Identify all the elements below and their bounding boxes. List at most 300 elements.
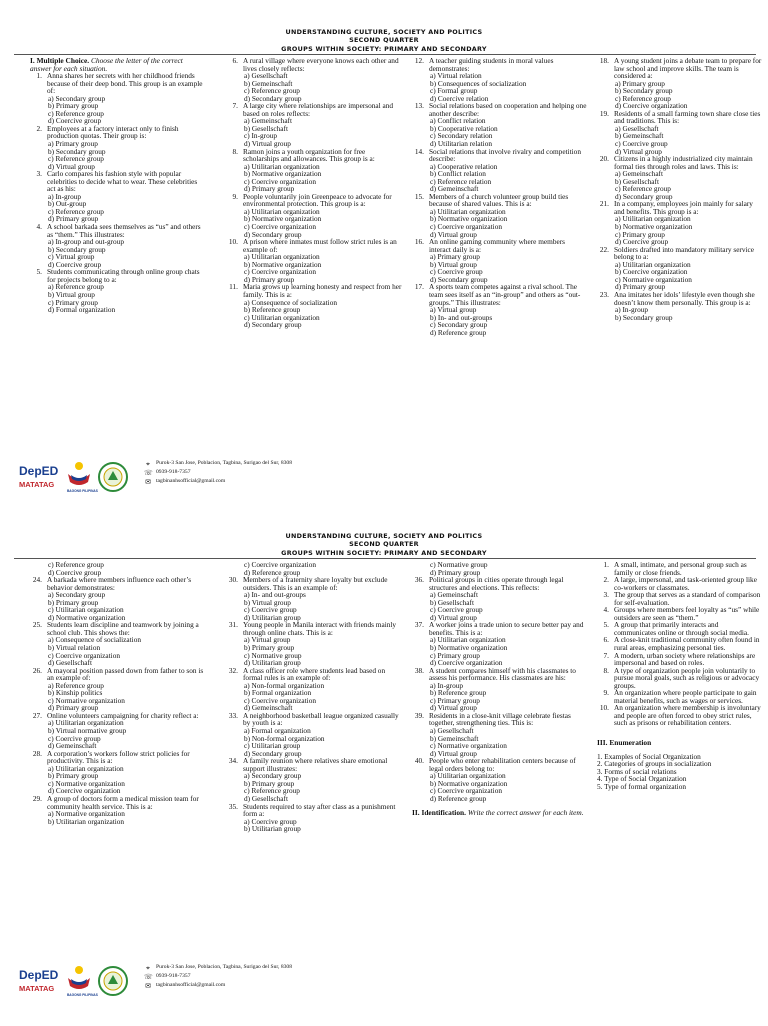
question-number: 13. xyxy=(414,101,424,111)
answer-option: b) Non-formal organization xyxy=(244,733,325,743)
question-item xyxy=(226,57,402,72)
question-item xyxy=(412,667,588,682)
bagong-pilipinas-logo xyxy=(66,460,98,494)
question-item xyxy=(597,606,762,621)
answer-option: d) Primary group xyxy=(244,184,295,194)
answer-option: d) Secondary group xyxy=(244,748,302,758)
answer-option: b) Consequences of socialization xyxy=(430,78,527,88)
question-item xyxy=(226,712,402,727)
question-number: 26. xyxy=(32,665,42,675)
answer-option: b) Reference group xyxy=(430,688,487,698)
question-item xyxy=(226,757,402,772)
question-item xyxy=(30,621,206,636)
answer-option: d) Secondary group xyxy=(244,93,302,103)
column-1 xyxy=(30,57,206,314)
question-item xyxy=(597,57,762,80)
question-text: Young people in Manila interact with friends mainly through online chats. This is a: xyxy=(243,620,397,637)
question-number: 8. xyxy=(232,146,238,156)
question-item xyxy=(412,193,588,208)
answer-option: a) Utilitarian organization xyxy=(615,214,691,224)
answer-option: a) Utilitarian organization xyxy=(615,259,691,269)
answer-option: b) Virtual group xyxy=(244,597,291,607)
answer-option: d) Utilitarian group xyxy=(244,658,301,668)
question-text: A class officer role where students lead based on formal rules is an example of: xyxy=(243,665,386,683)
answer-option: d) Coercive group xyxy=(615,237,669,247)
question-number: 18. xyxy=(599,56,609,65)
answer-option: a) Secondary group xyxy=(48,590,106,600)
answer-option: b) Reference group xyxy=(244,305,301,315)
answer-option: c) Normative group xyxy=(244,650,302,660)
school-seal-logo xyxy=(98,462,128,492)
answer-option: c) Primary group xyxy=(430,650,480,660)
answer-option: c) Virtual group xyxy=(48,252,95,262)
answer-option: a) Primary group xyxy=(430,252,480,262)
question-item xyxy=(30,170,206,193)
answer-option: d) Gesellschaft xyxy=(48,658,92,668)
bagong-pilipinas-logo xyxy=(66,964,98,998)
question-number: 28. xyxy=(32,748,42,758)
answer-option: d) Coercive organization xyxy=(48,786,121,796)
answer-option: b) Virtual relation xyxy=(48,643,101,653)
answer-option: b) Coercive organization xyxy=(615,267,688,277)
answer-option: c) Coercive organization xyxy=(48,650,120,660)
answer-option: c) Reference group xyxy=(48,108,104,118)
answer-option: a) Formal organization xyxy=(244,726,311,736)
question-item xyxy=(412,712,588,727)
answer-option: b) Gesellschaft xyxy=(430,597,474,607)
question-text: Students required to stay after class as a punishment form a: xyxy=(243,801,396,819)
answer-option: c) Normative organization xyxy=(48,778,125,788)
answer-option: d) Coercive relation xyxy=(430,93,489,103)
column-4 xyxy=(597,561,762,790)
location-icon: ⌖ xyxy=(146,460,150,468)
answer-option: c) Utilitarian group xyxy=(244,741,301,751)
question-item xyxy=(597,200,762,215)
question-number: 25. xyxy=(32,620,42,630)
email-icon: ✉ xyxy=(145,982,151,990)
answer-option: b) Normative organization xyxy=(244,259,322,269)
question-item xyxy=(412,576,588,591)
question-item xyxy=(226,283,402,298)
question-number: 39. xyxy=(414,710,424,720)
question-text: A modern, urban society where relationships are impersonal and based on roles. xyxy=(614,650,756,668)
question-item xyxy=(597,155,762,170)
question-text: An organization where membership is involuntary and people are often forced to obey strict rules, such as prisons or rehabilitation centers. xyxy=(614,703,761,728)
question-number: 6. xyxy=(232,56,238,65)
answer-option: b) Primary group xyxy=(48,101,99,111)
answer-option: c) Coercive organization xyxy=(244,267,316,277)
answer-option: c) Coercive organization xyxy=(430,786,502,796)
answer-option: c) Coercive organization xyxy=(244,560,316,569)
answer-option: a) Coercive group xyxy=(244,816,297,826)
header-rule xyxy=(14,54,756,55)
question-item xyxy=(30,223,206,238)
question-text: People voluntarily join Greenpeace to advocate for environmental protection. This group is a: xyxy=(243,191,392,209)
question-text: A type of organization people join voluntarily to pursue moral goals, such as religious or advocacy groups. xyxy=(614,665,760,690)
question-item xyxy=(30,576,206,591)
question-number: 14. xyxy=(414,146,424,156)
question-item xyxy=(412,102,588,117)
section-3-heading xyxy=(597,739,762,747)
question-text: An organization where people participate to gain material benefits, such as wages or services. xyxy=(614,688,757,705)
question-text: Employees at a factory interact only to finish production quotas. Their group is: xyxy=(47,123,179,141)
answer-option: c) Coercive group xyxy=(430,267,483,277)
page-2 xyxy=(0,526,768,1026)
question-text: A student compares himself with his classmates to assess his performance. His classmates are his: xyxy=(429,665,576,683)
answer-option: d) Gesellschaft xyxy=(244,793,288,803)
answer-option: d) Normative organization xyxy=(48,612,126,622)
answer-option: c) Coercive organization xyxy=(244,176,316,186)
header-topic: GROUPS WITHIN SOCIETY: PRIMARY AND SECONDARY xyxy=(281,44,487,53)
answer-option: d) Coercive group xyxy=(48,567,102,577)
header-title: UNDERSTANDING CULTURE, SOCIETY AND POLITICS xyxy=(285,28,483,36)
answer-option: d) Gemeinschaft xyxy=(244,703,293,713)
answer-option: c) Coercive group xyxy=(48,733,101,743)
question-number: 23. xyxy=(599,289,609,299)
answer-option: d) Primary group xyxy=(48,703,99,713)
question-item xyxy=(30,72,206,95)
question-text: Members of a fraternity share loyalty but exclude outsiders. This is an example of: xyxy=(243,575,388,592)
answer-option: d) Virtual group xyxy=(430,229,477,239)
question-text: Ana imitates her idols’ lifestyle even though she doesn’t know them personally. This group is a: xyxy=(614,289,755,307)
svg-text:BAGONG PILIPINAS: BAGONG PILIPINAS xyxy=(67,489,98,493)
answer-option: a) Primary group xyxy=(615,78,665,88)
question-item xyxy=(597,246,762,261)
question-text: Citizens in a highly industrialized city maintain formal ties through roles and laws. This is: xyxy=(614,154,753,171)
answer-option: d) Secondary group xyxy=(244,320,302,330)
answer-option: c) Coercive group xyxy=(244,605,297,615)
answer-option: d) Reference group xyxy=(430,793,487,803)
question-text: A large, impersonal, and task-oriented group like co-workers or classmates. xyxy=(614,575,757,592)
question-item xyxy=(412,148,588,163)
answer-option: a) In-group xyxy=(48,191,82,201)
answer-option: a) Utilitarian organization xyxy=(430,635,506,645)
question-number: 2. xyxy=(36,123,42,133)
question-number: 10. xyxy=(599,703,609,713)
answer-option: d) Coercive organization xyxy=(615,101,688,111)
answer-option: c) Coercive organization xyxy=(244,695,316,705)
header-topic: GROUPS WITHIN SOCIETY: PRIMARY AND SECONDARY xyxy=(281,548,487,557)
question-item xyxy=(226,667,402,682)
question-text: In a company, employees join mainly for salary and benefits. This group is a: xyxy=(614,199,753,216)
footer-phone: 0939-918-7357 xyxy=(156,469,191,475)
answer-option: a) Utilitarian organization xyxy=(48,763,124,773)
question-number: 29. xyxy=(32,793,42,803)
answer-option: c) Normative organization xyxy=(615,274,692,284)
answer-option: c) Formal group xyxy=(430,86,478,96)
section-2-heading xyxy=(412,809,588,817)
question-text: A small, intimate, and personal group such as family or close friends. xyxy=(614,560,747,577)
deped-logo xyxy=(18,962,59,1000)
question-number: 24. xyxy=(32,575,42,585)
question-number: 20. xyxy=(599,154,609,164)
footer-address: Purok-3 San Jose, Poblacion, Tagbina, Surigao del Sur, 8308 xyxy=(156,964,293,970)
question-text: A barkada where members influence each other’s behavior demonstrates: xyxy=(47,575,192,592)
question-text: The group that serves as a standard of comparison for self-evaluation. xyxy=(614,590,761,607)
question-text: A worker joins a trade union to secure better pay and benefits. This is a: xyxy=(429,620,584,637)
answer-option: b) Secondary group xyxy=(48,146,106,156)
footer-email: tagbinanhsofficial@gmail.com xyxy=(156,982,226,988)
enumeration-item: 5. Type of formal organization xyxy=(597,781,686,791)
question-text: Residents of a small farming town share close ties and traditions. This is: xyxy=(614,108,761,126)
answer-option: a) In-group and out-group xyxy=(48,237,124,247)
answer-option: c) Reference group xyxy=(48,560,104,569)
answer-option: c) Reference group xyxy=(48,206,104,216)
location-icon: ⌖ xyxy=(146,964,150,972)
question-number: 27. xyxy=(32,710,42,720)
answer-option: c) Reference group xyxy=(615,184,671,194)
question-number: 9. xyxy=(232,191,238,201)
answer-option: b) Primary group xyxy=(48,597,99,607)
footer-address: Purok-3 San Jose, Poblacion, Tagbina, Surigao del Sur, 8308 xyxy=(156,460,293,466)
answer-option: c) Reference group xyxy=(615,93,671,103)
answer-option: a) Reference group xyxy=(48,282,104,292)
question-number: 2. xyxy=(603,575,609,585)
answer-option: c) Secondary relation xyxy=(430,131,493,141)
question-text: A rural village where everyone knows each other and lives closely reflects: xyxy=(243,56,399,73)
question-number: 38. xyxy=(414,665,424,675)
answer-option: b) Virtual group xyxy=(48,289,95,299)
question-text: Groups where members feel loyalty as “us” while outsiders are seen as “them.” xyxy=(614,605,760,622)
answer-option: d) Secondary group xyxy=(615,191,673,201)
deped-logo xyxy=(18,458,59,496)
question-item xyxy=(30,268,206,283)
answer-option: a) Cooperative relation xyxy=(430,161,498,171)
question-item xyxy=(412,757,588,772)
question-number: 19. xyxy=(599,108,609,118)
answer-option: c) Primary group xyxy=(48,297,98,307)
question-number: 6. xyxy=(603,635,609,645)
answer-option: b) Primary group xyxy=(48,771,99,781)
question-text: A close-knit traditional community often found in rural areas, emphasizing personal ties. xyxy=(614,635,760,653)
answer-option: d) Virtual group xyxy=(430,703,477,713)
answer-option: b) Cooperative relation xyxy=(430,123,498,133)
section-1-instructions: Choose the letter of the correct answer for each situation. xyxy=(30,56,183,73)
question-number: 1. xyxy=(603,560,609,569)
svg-text:BAGONG PILIPINAS: BAGONG PILIPINAS xyxy=(67,993,98,997)
question-item xyxy=(597,110,762,125)
question-number: 9. xyxy=(603,688,609,698)
header-quarter: SECOND QUARTER xyxy=(349,540,419,549)
svg-text:DepED: DepED xyxy=(19,464,59,478)
column-4 xyxy=(597,57,762,321)
section-2-instructions: Write the correct answer for each item. xyxy=(467,807,584,817)
page-1 xyxy=(0,22,768,522)
question-text: Political groups in cities operate through legal structures and elections. This reflects: xyxy=(429,575,564,592)
question-text: Soldiers drafted into mandatory military service belong to a: xyxy=(614,244,755,262)
question-item xyxy=(597,621,762,636)
answer-option: b) Conflict relation xyxy=(430,169,486,179)
answer-option: b) Normative organization xyxy=(430,643,508,653)
question-number: 37. xyxy=(414,620,424,630)
answer-option: d) Coercive organization xyxy=(430,658,503,668)
answer-option: a) Gesellschaft xyxy=(244,71,288,81)
question-item xyxy=(412,238,588,253)
question-text: Members of a church volunteer group build ties because of shared values. This is a: xyxy=(429,191,569,209)
answer-option: d) Utilitarian group xyxy=(244,612,301,622)
answer-option: c) Reference group xyxy=(48,154,104,164)
question-number: 4. xyxy=(36,222,42,232)
question-number: 40. xyxy=(414,756,424,766)
answer-option: a) Conflict relation xyxy=(430,116,486,126)
header-title: UNDERSTANDING CULTURE, SOCIETY AND POLITICS xyxy=(285,532,483,540)
question-number: 22. xyxy=(599,244,609,254)
answer-option: b) Gemeinschaft xyxy=(615,131,664,141)
answer-option: c) Coercive organization xyxy=(244,222,316,232)
answer-option: b) Secondary group xyxy=(615,86,673,96)
answer-option: d) Virtual group xyxy=(430,748,477,758)
question-item xyxy=(597,689,762,704)
column-3 xyxy=(412,561,588,816)
header-rule xyxy=(14,558,756,559)
answer-option: d) Primary group xyxy=(615,282,666,292)
question-text: People who enter rehabilitation centers because of legal orders belong to: xyxy=(429,756,576,773)
answer-option: d) Gemeinschaft xyxy=(48,741,97,751)
answer-option: d) Secondary group xyxy=(430,274,488,284)
question-text: An online gaming community where members interact daily is a: xyxy=(429,237,565,254)
question-text: A group of doctors form a medical mission team for community health service. This is a: xyxy=(47,793,199,811)
answer-option: d) Secondary group xyxy=(244,229,302,239)
page-header xyxy=(0,532,768,557)
question-text: A large city where relationships are impersonal and based on roles reflects: xyxy=(243,101,394,118)
question-number: 33. xyxy=(228,710,238,720)
question-text: A family reunion where relatives share emotional support illustrates: xyxy=(243,756,388,773)
footer-phone: 0939-918-7357 xyxy=(156,973,191,979)
question-item xyxy=(226,803,402,818)
answer-option: c) Reference group xyxy=(244,86,300,96)
question-item xyxy=(226,148,402,163)
email-icon: ✉ xyxy=(145,478,151,486)
answer-option: a) In-group xyxy=(430,680,464,690)
question-item xyxy=(597,561,762,576)
question-text: Ramon joins a youth organization for free scholarships and allowances. This group is a: xyxy=(243,146,375,164)
question-number: 7. xyxy=(232,101,238,111)
answer-option: b) Normative organization xyxy=(244,169,322,179)
question-item xyxy=(30,750,206,765)
answer-option: a) Utilitarian organization xyxy=(430,771,506,781)
question-number: 3. xyxy=(36,169,42,179)
section-3-title: III. Enumeration xyxy=(597,738,652,748)
answer-option: b) Utilitarian organization xyxy=(48,816,125,826)
answer-option: c) Coercive organization xyxy=(430,222,502,232)
page-header xyxy=(0,28,768,53)
answer-option: b) Normative organization xyxy=(615,222,693,232)
svg-text:MATATAG: MATATAG xyxy=(19,984,55,993)
question-item xyxy=(30,667,206,682)
answer-option: c) Normative group xyxy=(430,560,488,569)
answer-option: b) Normative organization xyxy=(244,214,322,224)
question-text: Maria grows up learning honesty and respect from her family. This is a: xyxy=(243,282,402,299)
answer-option: a) Non-formal organization xyxy=(244,680,325,690)
answer-option: d) Virtual group xyxy=(615,146,662,156)
question-item xyxy=(597,591,762,606)
answer-option: a) Gemeinschaft xyxy=(244,116,293,126)
column-3 xyxy=(412,57,588,336)
question-item xyxy=(226,621,402,636)
answer-option: a) Virtual relation xyxy=(430,71,482,81)
answer-option: a) Consequence of socialization xyxy=(48,635,141,645)
question-number: 4. xyxy=(603,605,609,615)
answer-option: a) Secondary group xyxy=(244,771,302,781)
question-number: 8. xyxy=(603,665,609,675)
column-1 xyxy=(30,561,206,825)
question-item xyxy=(597,291,762,306)
column-2 xyxy=(226,561,402,833)
answer-option: b) Primary group xyxy=(244,643,295,653)
enumeration-item: 1. Examples of Social Organization xyxy=(597,751,701,761)
answer-option: a) Consequence of socialization xyxy=(244,297,337,307)
answer-option: c) Reference group xyxy=(244,786,300,796)
answer-option: c) Primary group xyxy=(430,695,480,705)
question-text: A young student joins a debate team to prepare for law school and improve skills. The team is considered a: xyxy=(614,56,762,81)
question-item xyxy=(412,283,588,306)
question-item xyxy=(597,652,762,667)
answer-option: a) Gesellschaft xyxy=(430,726,474,736)
answer-option: a) Utilitarian organization xyxy=(244,161,320,171)
answer-option: a) Gemeinschaft xyxy=(615,169,664,179)
question-text: Anna shares her secrets with her childhood friends because of their deep bond. This group is an example of: xyxy=(47,71,203,96)
answer-option: a) Utilitarian organization xyxy=(48,718,124,728)
question-number: 16. xyxy=(414,237,424,247)
question-item xyxy=(597,636,762,651)
answer-option: a) Reference group xyxy=(48,680,104,690)
question-number: 17. xyxy=(414,282,424,292)
question-item xyxy=(412,621,588,636)
answer-option: a) Virtual group xyxy=(430,305,477,315)
school-seal-logo xyxy=(98,966,128,996)
question-item xyxy=(30,795,206,810)
answer-option: a) Utilitarian organization xyxy=(244,206,320,216)
question-text: A sports team competes against a rival school. The team sees itself as an “in-group” and others as “out-groups.” This illustrates: xyxy=(429,282,581,307)
answer-option: a) Primary group xyxy=(48,139,98,149)
answer-option: b) Kinship politics xyxy=(48,688,103,698)
answer-option: d) Virtual group xyxy=(244,139,291,149)
enumeration-item: 3. Forms of social relations xyxy=(597,766,677,776)
answer-option: b) Gemeinschaft xyxy=(244,78,293,88)
question-text: Social relations based on cooperation and helping one another describe: xyxy=(429,101,587,118)
answer-option: a) Utilitarian organization xyxy=(244,252,320,262)
answer-option: c) Normative organization xyxy=(48,695,125,705)
answer-option: a) In-group xyxy=(615,305,649,315)
answer-option: b) Virtual group xyxy=(430,259,477,269)
question-text: Carlo compares his fashion style with popular celebrities to decide what to wear. These celebrities act as his: xyxy=(47,169,198,194)
question-item xyxy=(226,238,402,253)
answer-option: a) Utilitarian organization xyxy=(430,206,506,216)
answer-option: d) Reference group xyxy=(430,327,487,337)
svg-text:MATATAG: MATATAG xyxy=(19,480,55,489)
answer-option: b) Normative organization xyxy=(430,214,508,224)
answer-option: b) Secondary group xyxy=(48,244,106,254)
section-1-heading xyxy=(30,57,206,72)
question-text: A prison where inmates must follow strict rules is an example of: xyxy=(243,237,397,254)
answer-option: b) Utilitarian group xyxy=(244,824,301,834)
answer-option: a) In- and out-groups xyxy=(244,590,306,600)
question-item xyxy=(226,193,402,208)
answer-option: c) Utilitarian organization xyxy=(244,312,320,322)
answer-option: b) Virtual normative group xyxy=(48,726,127,736)
question-text: Online volunteers campaigning for charity reflect a: xyxy=(47,710,199,720)
answer-option: c) In-group xyxy=(244,131,278,141)
answer-option: d) Gemeinschaft xyxy=(430,184,479,194)
answer-option: b) Out-group xyxy=(48,199,87,209)
question-item xyxy=(597,704,762,727)
question-number: 21. xyxy=(599,199,609,209)
question-text: A group that primarily interacts and communicates online or through social media. xyxy=(614,620,749,637)
question-text: Residents in a close-knit village celebrate fiestas together, strengthening ties. This is: xyxy=(429,710,571,728)
phone-icon: ☏ xyxy=(144,469,153,477)
answer-option: a) Secondary group xyxy=(48,93,106,103)
question-number: 32. xyxy=(228,665,238,675)
